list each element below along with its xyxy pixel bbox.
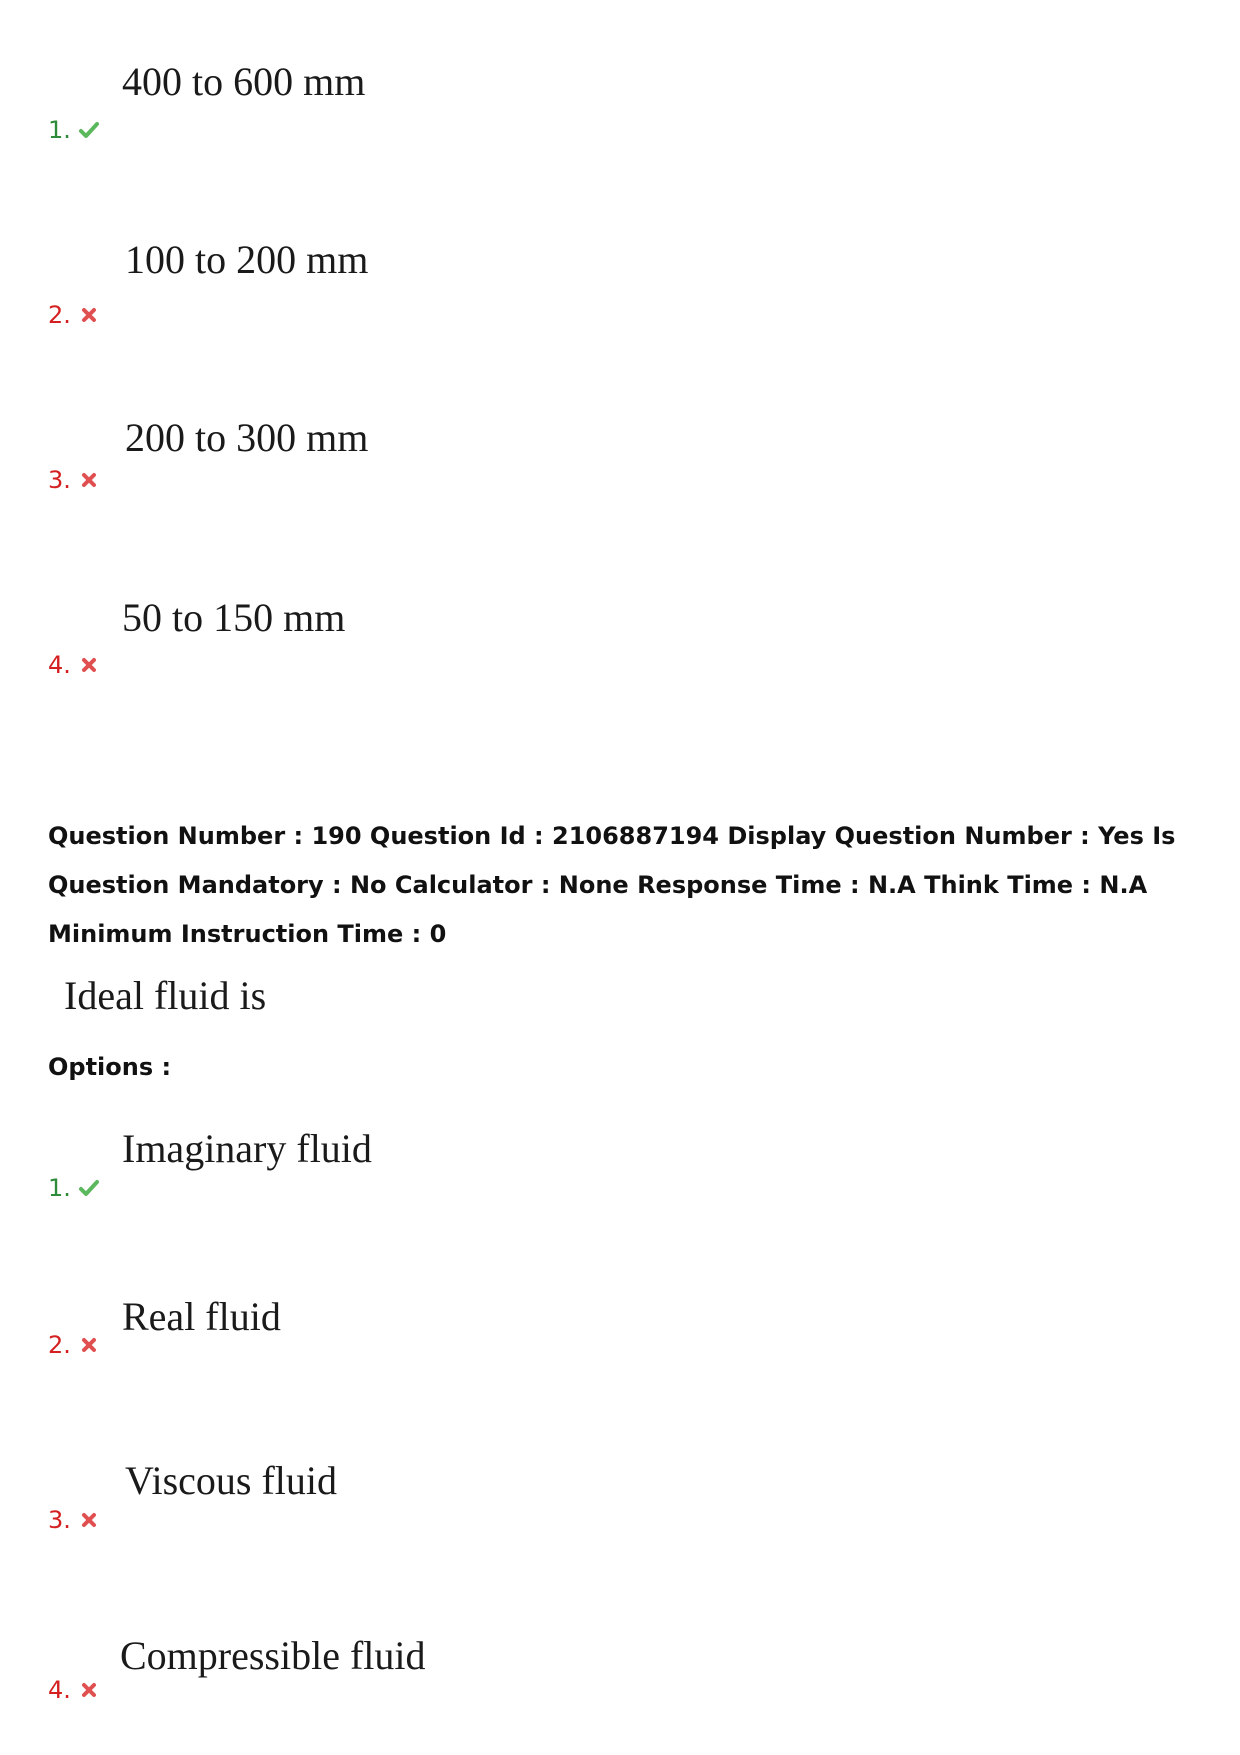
option-text: Viscous fluid <box>125 1458 338 1503</box>
cross-icon <box>79 1335 99 1355</box>
check-icon <box>79 1178 99 1198</box>
cross-icon <box>79 655 99 675</box>
option-text: 400 to 600 mm <box>122 59 366 104</box>
option-number <box>48 653 99 677</box>
cross-icon <box>79 305 99 325</box>
option-text: Real fluid <box>122 1294 281 1339</box>
options-label: Options : <box>48 1053 172 1081</box>
option-text: 100 to 200 mm <box>125 237 369 282</box>
option-number <box>48 1508 99 1532</box>
option-number-label: 3. <box>48 1506 71 1534</box>
option-number-label: 1. <box>48 116 71 144</box>
option-number-label: 4. <box>48 1676 71 1704</box>
option-number <box>48 303 99 327</box>
check-icon <box>79 120 99 140</box>
option-text: Imaginary fluid <box>122 1126 372 1171</box>
option-number <box>48 1678 99 1702</box>
cross-icon <box>79 470 99 490</box>
option-text: Compressible fluid <box>120 1633 426 1678</box>
cross-icon <box>79 1510 99 1530</box>
option-text: 50 to 150 mm <box>122 595 346 640</box>
option-number-label: 1. <box>48 1174 71 1202</box>
question-text: Ideal fluid is <box>64 973 267 1018</box>
option-number-label: 4. <box>48 651 71 679</box>
option-number <box>48 118 99 142</box>
option-number <box>48 1176 99 1200</box>
option-number-label: 2. <box>48 1331 71 1359</box>
option-number-label: 3. <box>48 466 71 494</box>
option-text: 200 to 300 mm <box>125 415 369 460</box>
question-meta: Question Number : 190 Question Id : 2106887194 Display Question Number : Yes Is Question Mandatory : No Calculator : None Response Time : N.A Think Time : N.A Minimum Instruction Time : 0 <box>48 822 1176 948</box>
cross-icon <box>79 1680 99 1700</box>
option-number <box>48 1333 99 1357</box>
option-number <box>48 468 99 492</box>
option-number-label: 2. <box>48 301 71 329</box>
